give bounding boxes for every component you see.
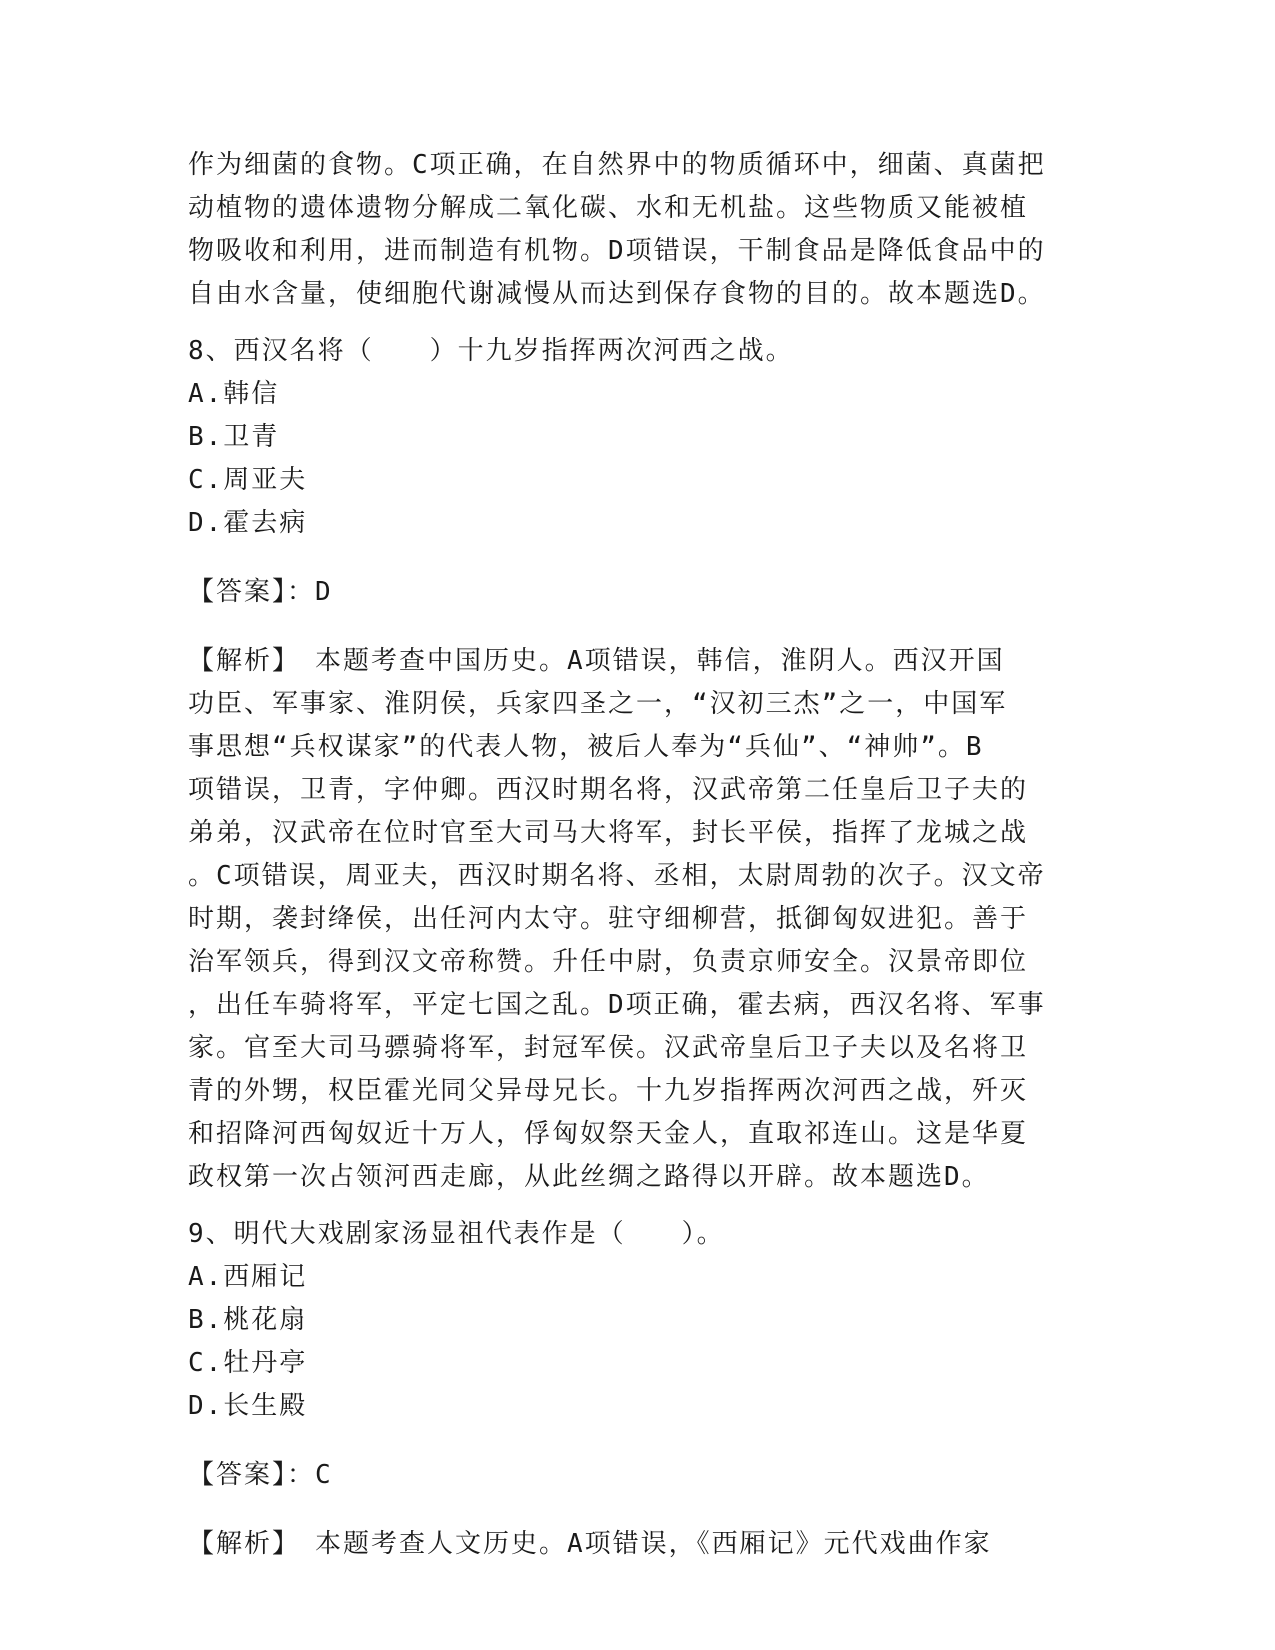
analysis-line: 政权第一次占领河西走廊，从此丝绸之路得以开辟。故本题选D。 bbox=[188, 1162, 990, 1192]
analysis-line: 项错误，卫青，字仲卿。西汉时期名将，汉武帝第二任皇后卫子夫的 bbox=[188, 775, 1029, 805]
previous-analysis-continuation bbox=[188, 144, 1088, 316]
question-9 bbox=[188, 1213, 1088, 1566]
answer-line: 【答案】：D bbox=[188, 577, 333, 607]
option-b: B.桃花扇 bbox=[188, 1305, 308, 1335]
analysis-line: 弟弟，汉武帝在位时官至大司马大将军，封长平侯，指挥了龙城之战 bbox=[188, 818, 1029, 848]
option-c: C.牡丹亭 bbox=[188, 1348, 308, 1378]
analysis-line: 治军领兵，得到汉文帝称赞。升任中尉，负责京师安全。汉景帝即位 bbox=[188, 947, 1029, 977]
analysis-line: 和招降河西匈奴近十万人，俘匈奴祭天金人，直取祁连山。这是华夏 bbox=[188, 1119, 1029, 1149]
analysis bbox=[188, 640, 1088, 1199]
analysis-line: 。C项错误，周亚夫，西汉时期名将、丞相，太尉周勃的次子。汉文帝 bbox=[188, 861, 1046, 891]
question-text: 9、明代大戏剧家汤显祖代表作是（ ）。 bbox=[188, 1219, 725, 1249]
option-a: A.西厢记 bbox=[188, 1262, 308, 1292]
analysis-line: 功臣、军事家、淮阴侯，兵家四圣之一，“汉初三杰”之一，中国军 bbox=[188, 689, 1008, 719]
analysis-line: ，出任车骑将军，平定七国之乱。D项正确，霍去病，西汉名将、军事 bbox=[188, 990, 1046, 1020]
analysis bbox=[188, 1523, 1088, 1566]
spacer bbox=[188, 316, 1088, 330]
analysis-line: 【解析】 本题考查人文历史。A项错误，《西厢记》元代戏曲作家 bbox=[188, 1529, 992, 1559]
question-8 bbox=[188, 330, 1088, 1199]
question-text: 8、西汉名将（ ）十九岁指挥两次河西之战。 bbox=[188, 336, 794, 366]
text-line: 自由水含量，使细胞代谢减慢从而达到保存食物的目的。故本题选D。 bbox=[188, 279, 1046, 309]
analysis-line: 青的外甥，权臣霍光同父异母兄长。十九岁指挥两次河西之战，歼灭 bbox=[188, 1076, 1029, 1106]
analysis-line: 事思想“兵权谋家”的代表人物，被后人奉为“兵仙”、“神帅”。B bbox=[188, 732, 984, 762]
text-line: 动植物的遗体遗物分解成二氧化碳、水和无机盐。这些物质又能被植 bbox=[188, 193, 1029, 223]
answer-line: 【答案】：C bbox=[188, 1460, 333, 1490]
spacer bbox=[188, 1199, 1088, 1213]
analysis-line: 家。官至大司马骠骑将军，封冠军侯。汉武帝皇后卫子夫以及名将卫 bbox=[188, 1033, 1029, 1063]
document-page bbox=[188, 144, 1088, 1566]
option-c: C.周亚夫 bbox=[188, 465, 308, 495]
option-b: B.卫青 bbox=[188, 422, 280, 452]
analysis-line: 时期，袭封绛侯，出任河内太守。驻守细柳营，抵御匈奴进犯。善于 bbox=[188, 904, 1029, 934]
option-a: A.韩信 bbox=[188, 379, 280, 409]
analysis-line: 【解析】 本题考查中国历史。A项错误，韩信，淮阴人。西汉开国 bbox=[188, 646, 1005, 676]
text-line: 作为细菌的食物。C项正确，在自然界中的物质循环中，细菌、真菌把 bbox=[188, 150, 1046, 180]
text-line: 物吸收和利用，进而制造有机物。D项错误，干制食品是降低食品中的 bbox=[188, 236, 1046, 266]
option-d: D.长生殿 bbox=[188, 1391, 308, 1421]
option-d: D.霍去病 bbox=[188, 508, 308, 538]
